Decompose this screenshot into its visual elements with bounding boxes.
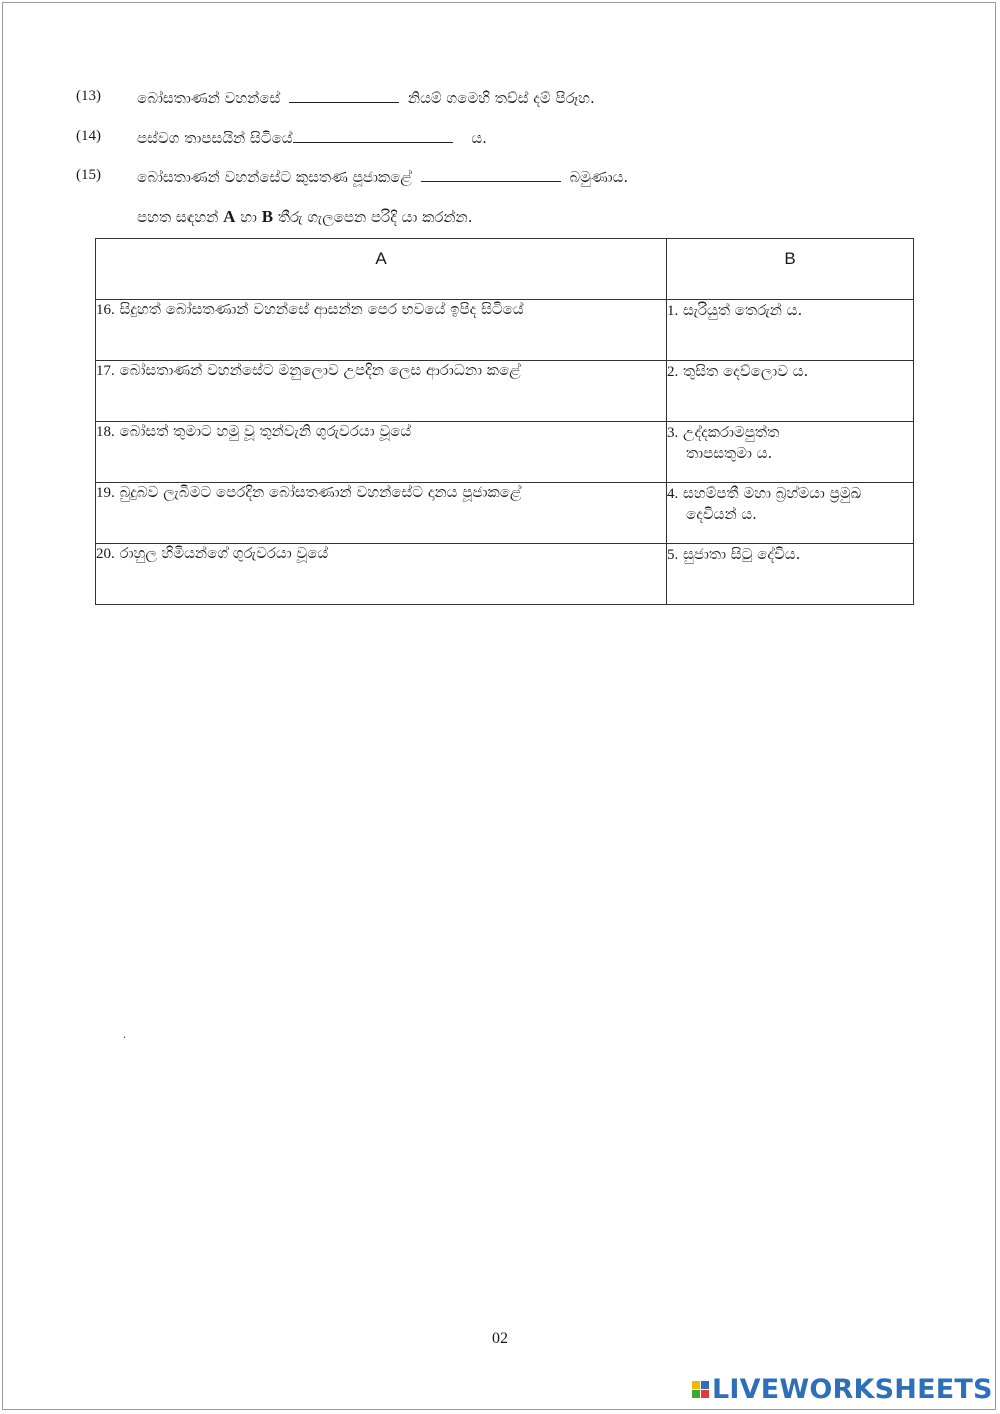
logo-square — [701, 1381, 709, 1389]
cell-a[interactable] — [96, 361, 667, 422]
item-number: 20. — [96, 546, 115, 562]
item-text: බුදුබව ලැබීමට පෙරදින බෝසතණාන් වහන්සේට දානය පූජාකළේ — [119, 483, 522, 501]
item-number: 18. — [96, 424, 115, 440]
answer-blank[interactable] — [289, 88, 399, 103]
question-number: (14) — [76, 128, 101, 144]
item-number: 5. — [667, 547, 679, 563]
item-text-line2: තාපසතුමා ය. — [686, 444, 773, 462]
item-text: සහම්පතී මහා බ්‍රහ්මයා ප්‍රමුඛ — [683, 484, 862, 502]
cell-a[interactable] — [96, 300, 667, 361]
table-row — [96, 483, 914, 544]
liveworksheets-wordmark: LIVEWORKSHEETS — [712, 1374, 993, 1405]
liveworksheets-logo — [692, 1374, 993, 1405]
cell-a[interactable] — [96, 422, 667, 483]
item-text-line2: දෙවියන් ය. — [686, 505, 757, 523]
logo-square — [692, 1390, 700, 1398]
item-text: රාහුල හිමියන්ගේ ගුරුවරයා වූයේ — [119, 544, 329, 562]
matching-instruction — [137, 207, 473, 227]
item-number: 19. — [96, 485, 115, 501]
question-text-before: පස්වග තාපසයින් සිටියේ — [137, 129, 293, 147]
question-text-after: ය. — [471, 129, 487, 147]
item-number: 2. — [667, 364, 679, 380]
item-text: තුසිත දෙව්ලොව ය. — [683, 362, 809, 380]
cell-a[interactable] — [96, 544, 667, 605]
table-row — [96, 300, 914, 361]
item-number: 17. — [96, 363, 115, 379]
instruction-col-b: B — [261, 207, 274, 226]
item-number: 4. — [667, 486, 679, 502]
cell-b[interactable] — [667, 361, 914, 422]
instruction-text: පහත සඳහන් — [137, 208, 219, 226]
item-number: 1. — [667, 303, 679, 319]
cell-b[interactable] — [667, 483, 914, 544]
question-text-after: නියම් ගමෙහි තව්ස් දම් පිරූහ. — [407, 89, 595, 107]
item-text: සැරියුත් තෙරුන් ය. — [683, 301, 803, 319]
column-header-a: A — [96, 239, 667, 300]
cell-b[interactable] — [667, 544, 914, 605]
cell-a[interactable] — [96, 483, 667, 544]
logo-square — [701, 1390, 709, 1398]
item-text: බෝසත් තුමාට හමු වූ තුන්වැනි ගුරුවරයා වූයේ — [119, 422, 412, 440]
question-text-before: බෝසතාණන් වහන්සේට කුසතණ පූජාකළේ — [137, 168, 412, 186]
question-text-before: බෝසතාණන් වහන්සේ — [137, 89, 281, 107]
question-text-after: බමුණාය. — [569, 168, 629, 186]
matching-table — [95, 238, 914, 605]
stray-dot: . — [123, 1030, 127, 1041]
table-row — [96, 361, 914, 422]
cell-b[interactable] — [667, 422, 914, 483]
answer-blank[interactable] — [293, 128, 453, 143]
table-row — [96, 544, 914, 605]
item-text: සුජාතා සිටු දේවිය. — [683, 545, 801, 563]
question-number: (15) — [76, 167, 101, 183]
column-header-b: B — [667, 239, 914, 300]
cell-b[interactable] — [667, 300, 914, 361]
page-number: 02 — [492, 1330, 508, 1347]
table-header-row — [96, 239, 914, 300]
item-text: බෝසතාණන් වහන්සේට මනුලොව උපදින ලෙස ආරාධනා කළේ — [119, 361, 521, 379]
question-number: (13) — [76, 88, 101, 104]
liveworksheets-icon — [692, 1381, 709, 1398]
instruction-text: හා — [240, 208, 257, 226]
item-text: උද්දකරාමපුත්ත — [683, 423, 780, 441]
answer-blank[interactable] — [421, 167, 561, 182]
logo-square — [692, 1381, 700, 1389]
item-text: සිදුහත් බෝසතණාන් වහන්සේ ආසන්න පෙර භවයේ ඉපිද සිටියේ — [119, 300, 524, 318]
instruction-text: තීරු ගැලපෙන පරිදි යා කරන්න. — [277, 208, 473, 226]
table-row — [96, 422, 914, 483]
instruction-col-a: A — [223, 207, 236, 226]
item-number: 3. — [667, 425, 679, 441]
item-number: 16. — [96, 302, 115, 318]
